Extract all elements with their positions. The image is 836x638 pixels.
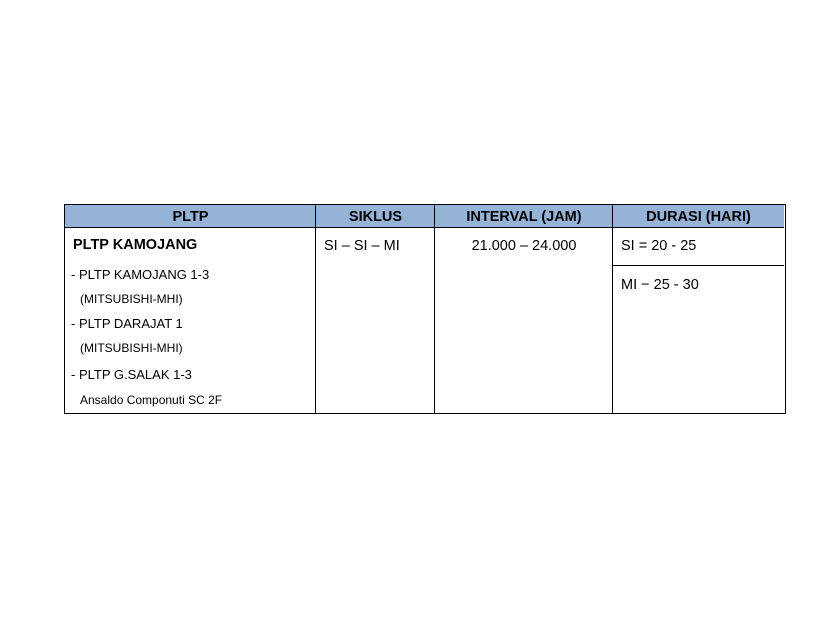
header-interval: INTERVAL (JAM) (435, 205, 613, 228)
column-divider (434, 205, 435, 413)
header-pltp: PLTP (65, 205, 316, 228)
pltp-line: Ansaldo Componuti SC 2F (80, 393, 223, 407)
durasi-si: SI = 20 - 25 (621, 238, 697, 254)
pltp-line: - PLTP G.SALAK 1-3 (71, 367, 192, 382)
pltp-title: PLTP KAMOJANG (73, 237, 198, 253)
interval-value: 21.000 – 24.000 (471, 238, 577, 254)
pltp-line: (MITSUBISHI-MHI) (80, 341, 183, 355)
pltp-line: - PLTP KAMOJANG 1-3 (71, 267, 210, 282)
column-divider (612, 205, 613, 413)
pltp-line: - PLTP DARAJAT 1 (71, 316, 183, 331)
maintenance-table (64, 204, 786, 414)
header-durasi: DURASI (HARI) (613, 205, 784, 228)
siklus-value: SI – SI – MI (324, 238, 400, 254)
header-siklus: SIKLUS (316, 205, 435, 228)
column-divider (315, 205, 316, 413)
pltp-line: (MITSUBISHI-MHI) (80, 292, 183, 306)
durasi-mi: MI − 25 - 30 (621, 277, 699, 293)
durasi-divider (613, 265, 784, 266)
